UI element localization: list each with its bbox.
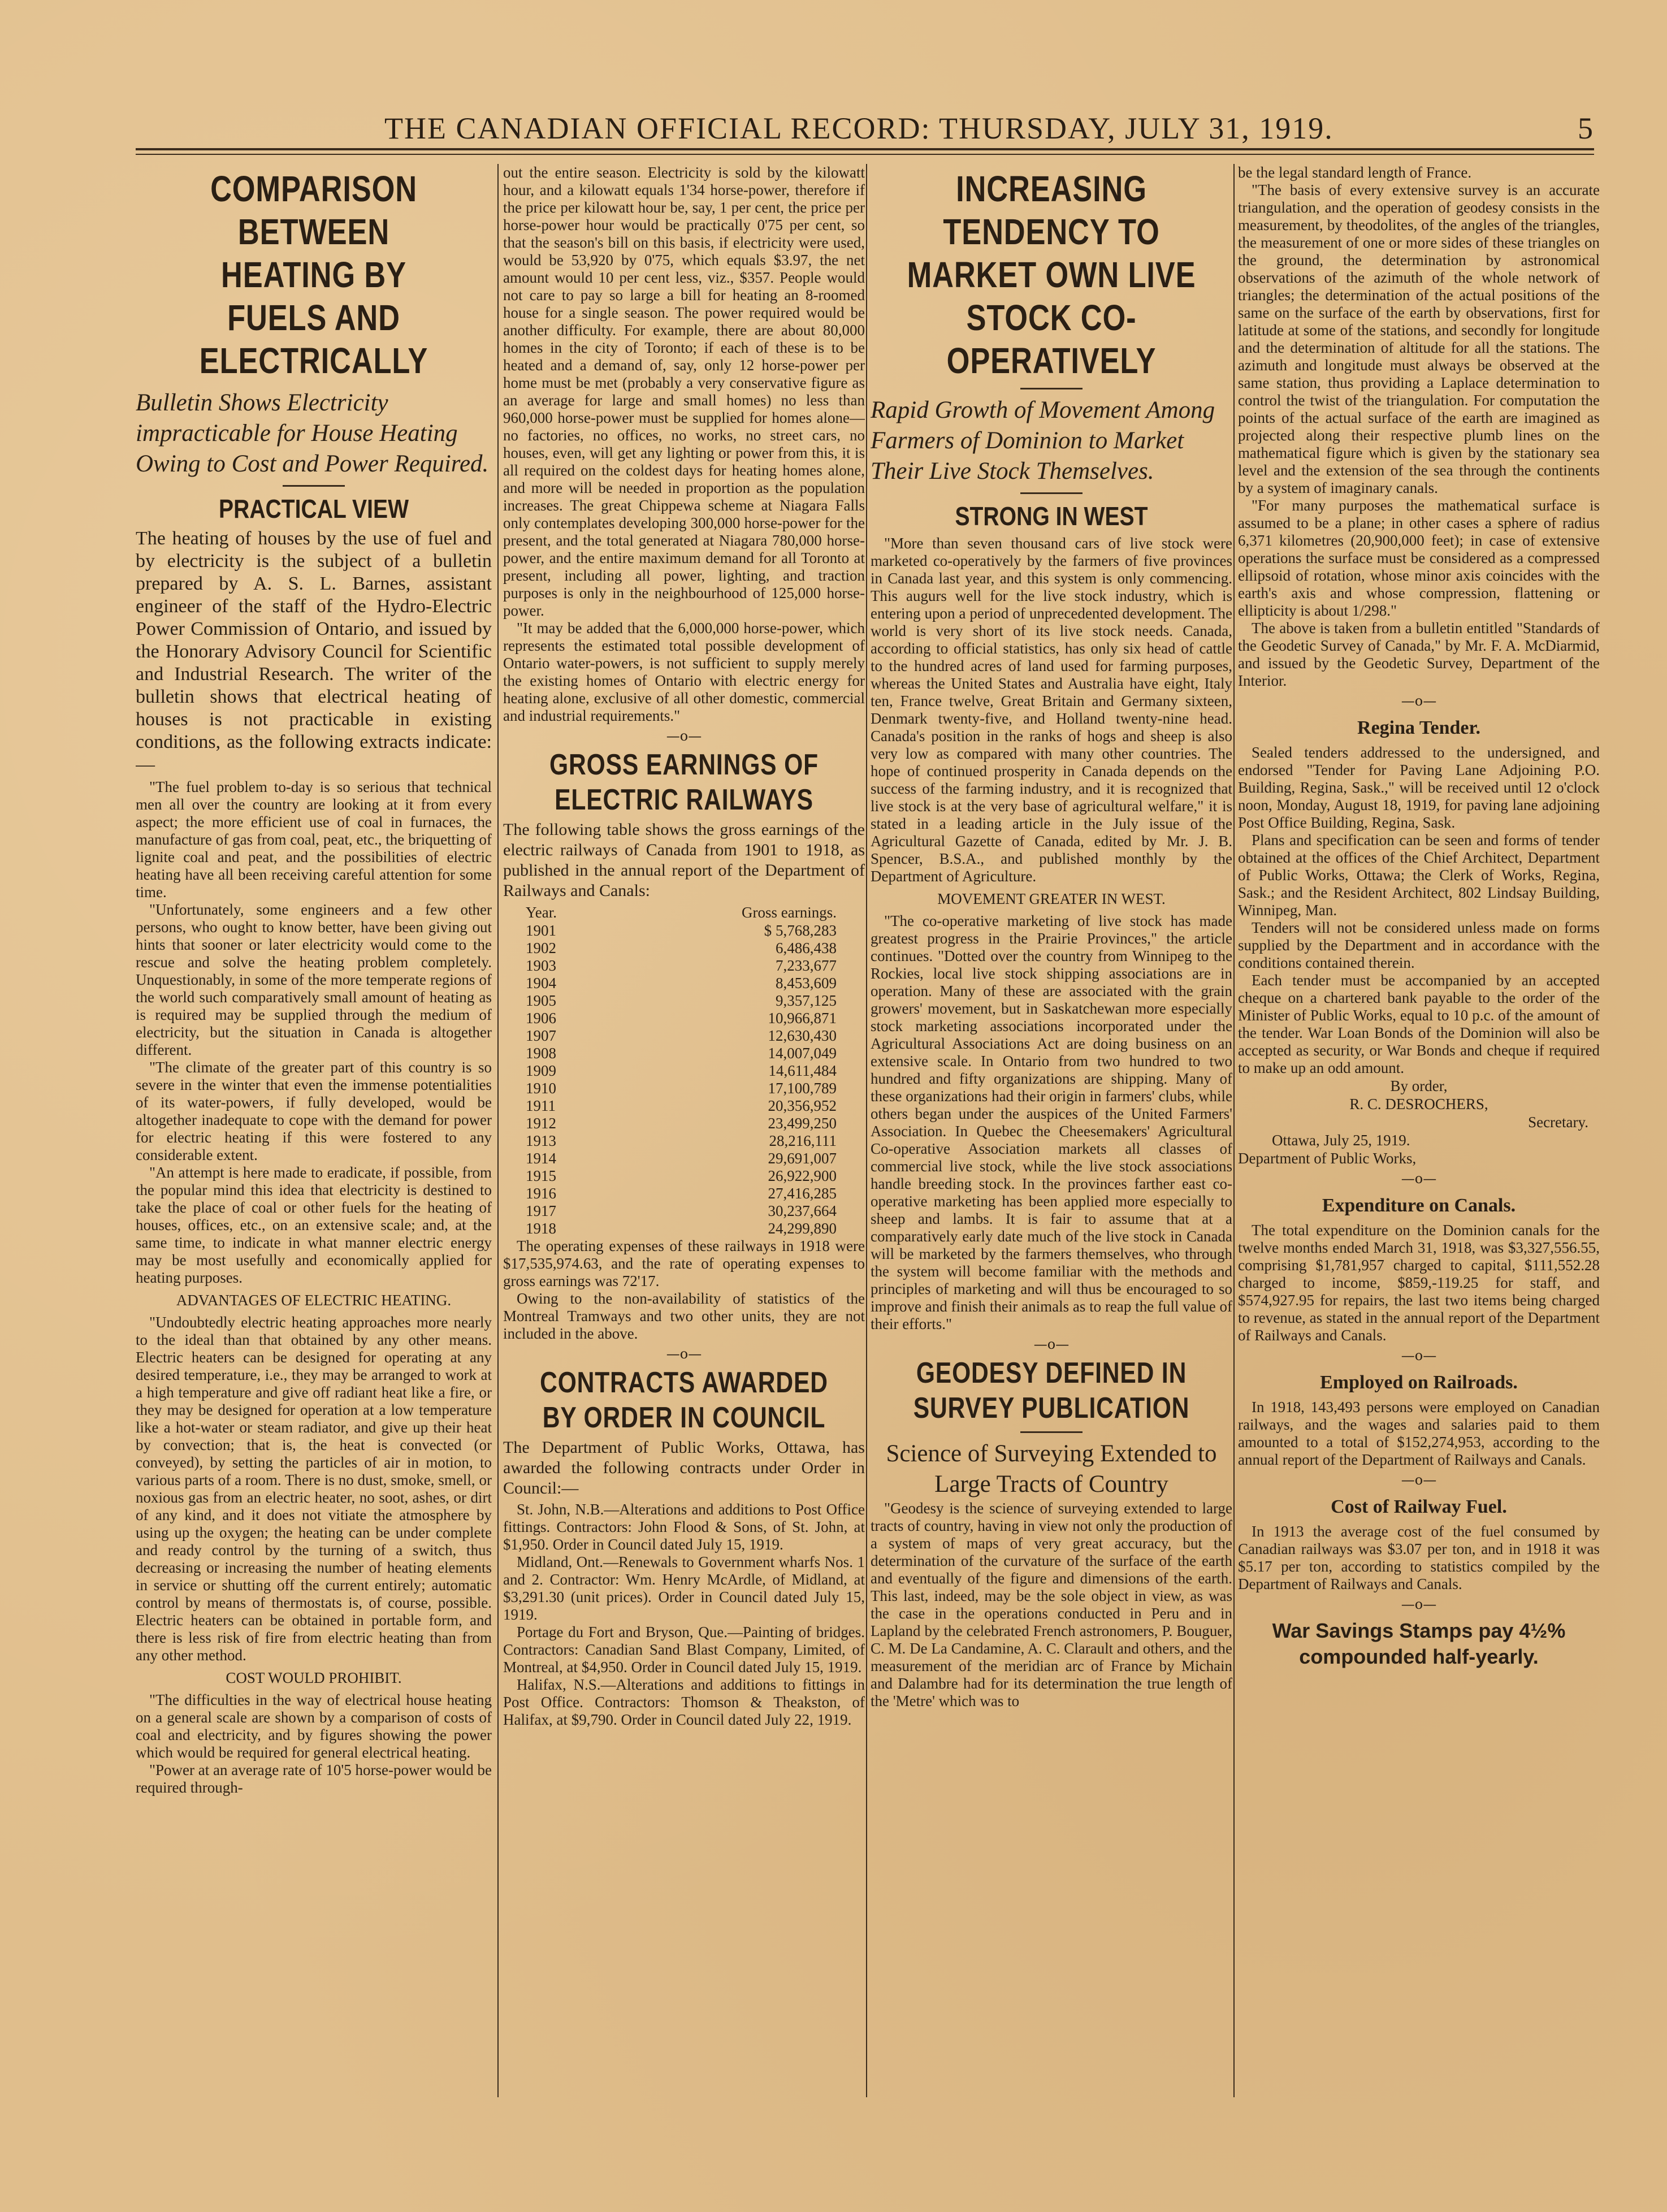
year-cell: 1906: [526, 1010, 556, 1027]
place-date: Ottawa, July 25, 1919.: [1272, 1132, 1410, 1149]
year-cell: 1910: [526, 1080, 556, 1097]
earnings-cell: 29,691,007: [768, 1150, 837, 1167]
paragraph: "It may be added that the 6,000,000 horse-power, which represents the estimated total possible development of Ontario water-powers, is not sufficient to supply merely the existing homes of Ontario with electric energy for heating alone, exclusive of all other domestic, commercial and industrial requirements.": [503, 620, 865, 724]
year-cell: 1907: [526, 1027, 556, 1044]
table-row: [503, 1010, 865, 1027]
masthead: [136, 106, 1594, 151]
year-cell: 1903: [526, 957, 556, 974]
separator: —o—: [666, 728, 702, 744]
paragraph: "More than seven thousand cars of live stock were marketed co-operatively by the farmers of five provinces in Canada last year, and this system is only commencing. This augurs well for the live stock industry, which is entering upon a period of unprecedented development. The world is very short of its live stock needs. Canada, according to official statistics, has only six head of cattle to the hundred acres of land used for farming purposes, whereas the United States and Australia have eight, Italy ten, France twelve, Great Britain and Germany sixteen, Denmark twenty-five, and Holland twenty-nine head. Canada's position in the ranks of hogs and sheep is also very low as compared with many other countries. The hope of continued prosperity in Canada depends on the success of the farming industry, and it is recognized that live stock is at the very base of agricultural welfare," it is stated in a leading article in the July issue of the Agricultural Gazette of Canada, edited by Mr. J. B. Spencer, B.S.A., and published monthly by the Department of Agriculture.: [871, 535, 1232, 885]
table-row: [503, 957, 865, 975]
separator: —o—: [666, 1346, 702, 1362]
paragraph: "Geodesy is the science of surveying extended to large tracts of country, having in view not only the production of a system of maps of very great accuracy, but the determination of the curvature of the surface of the earth and eventually of the figure and dimensions of the earth. This last, indeed, may be the sole object in view, as was the case in the operations conducted in Peru and in Lapland by the celebrated French astronomers, P. Bouguer, C. M. De La Candamine, A. C. Clarault and others, and the measurement of the meridian arc of France by Michain and Dalambre had for its determination the true length of the 'Metre' which was to: [871, 1500, 1232, 1709]
headline-livestock: INCREASING TENDENCY TO MARKET OWN LIVE STOCK CO-OPERATIVELY: [907, 168, 1196, 381]
table-row: [503, 1080, 865, 1097]
earnings-cell: 14,611,484: [768, 1062, 837, 1079]
table-row: [503, 975, 865, 992]
earnings-cell: 26,922,900: [768, 1167, 837, 1184]
table-row: [503, 1062, 865, 1080]
column-4: [1238, 164, 1600, 2097]
masthead-title: THE CANADIAN OFFICIAL RECORD: THURSDAY, JULY 31, 1919.: [384, 111, 1333, 145]
table-row: [503, 1115, 865, 1132]
column-1: [136, 164, 492, 2097]
table-row: [503, 1202, 865, 1220]
paragraph: "The difficulties in the way of electrical house heating on a general scale are shown by a comparison of costs of coal and electricity, and by figures showing the power which would be required for general electrical heating.: [136, 1691, 492, 1761]
year-cell: 1909: [526, 1062, 556, 1079]
headline-geodesy: GEODESY DEFINED IN SURVEY PUBLICATION: [913, 1357, 1190, 1425]
department: Department of Public Works,: [1238, 1150, 1417, 1167]
signatory: R. C. DESROCHERS,: [1349, 1096, 1488, 1113]
separator: —o—: [1401, 693, 1437, 709]
lead-paragraph: The Department of Public Works, Ottawa, has awarded the following contracts under Order in Council:—: [503, 1438, 865, 1497]
table-row: [503, 940, 865, 957]
column-header: Year.: [526, 904, 557, 921]
year-cell: 1908: [526, 1045, 556, 1062]
column-header: Gross earnings.: [742, 904, 837, 921]
year-cell: 1918: [526, 1220, 556, 1237]
table-row: [503, 992, 865, 1010]
earnings-cell: 9,357,125: [776, 992, 837, 1009]
column-divider: [1233, 164, 1235, 2097]
paragraph: The above is taken from a bulletin entitled "Standards of the Geodetic Survey of Canada," by Mr. F. A. McDiarmid, and issued by the Geodetic Survey, Department of the Interior.: [1238, 620, 1600, 689]
headline-employed: Employed on Railroads.: [1320, 1372, 1518, 1393]
year-cell: 1912: [526, 1115, 556, 1132]
paragraph: "The climate of the greater part of this country is so severe in the winter that even the immense potentialities of its water-powers, if fully developed, would be altogether inadequate to cope with the demand for power for electric heating if this were fostered to any considerable extent.: [136, 1059, 492, 1163]
earnings-cell: 12,630,430: [768, 1027, 837, 1044]
table-row: [503, 1027, 865, 1045]
short-rule: [1020, 1431, 1083, 1433]
paragraph: The operating expenses of these railways in 1918 were $17,535,974.63, and the rate of operating expenses to gross earnings was 72'17.: [503, 1237, 865, 1289]
table-row: [503, 1132, 865, 1150]
earnings-cell: 7,233,677: [776, 957, 837, 974]
column-divider: [497, 164, 499, 2097]
table-row: [503, 922, 865, 940]
paragraph: "Unfortunately, some engineers and a few other persons, who ought to know better, have been giving out hints that sooner or later electricity would come to the rescue and solve the heating problem completely. Unquestionably, in some of the more temperate regions of the world such comparatively small amount of heating as is required may be supplied through the medium of electricity, but the situation in Canada is altogether different.: [136, 901, 492, 1058]
column-2: [503, 164, 865, 2097]
separator: —o—: [1401, 1596, 1437, 1612]
subhead-practical-view: PRACTICAL VIEW: [219, 494, 409, 523]
earnings-table-body: [503, 922, 865, 1237]
deck-heating: Bulletin Shows Electricity impracticable for House Heating Owing to Cost and Power Required.: [136, 389, 489, 477]
earnings-cell: 20,356,952: [768, 1097, 837, 1114]
paragraph: "The co-operative marketing of live stock has made greatest progress in the Prairie Provinces," the article continues. "Dotted over the country from Winnipeg to the Rockies, local live stock shipping associations are in operation. Many of these are associated with the grain growers' movement, but in Saskatchewan more especially stock marketing associations incorporated under the Agricultural Associations Act are doing business on an extensive scale. In Ontario from two hundred to two hundred and fifty organizations are shipping. Many of these organizations had their origin in farmers' clubs, while others began under the auspices of the United Farmers' Association. In Quebec the Cheesemakers' Agricultural Co-operative Association markets all classes of commercial live stock, while the live stock associations handle breeding stock. In the provinces farther east co-operative marketing has been applied more especially to sheep and lambs. It is fair to assume that at a comparatively early date much of the live stock in Canada will be marketed by the farmers themselves, who through the system will become familiar with the methods and principles of marketing and will thus be encouraged to so improve and finish their animals as to reap the full value of their efforts.": [871, 912, 1232, 1332]
paragraph: "The basis of every extensive survey is an accurate triangulation, and the operation of geodesy consists in the measurement, by theodolites, of the angles of the triangles, the measurement of one or more sides of these triangles on the ground, the determination by astronomical observations of the azimuth of the whole network of triangles; the determination of the actual positions of the same on the surface of the earth by observations, first for latitude at some of the stations, and secondly for longitude and the determination of altitude for all the stations. The azimuth and longitude must always be observed at the same station, thus providing a Laplace determination to control the twist of the triangulation. For computation the points of the actual surface of the earth are imagined as projected along their respective plumb lines on the mathematical figure which is given by the stationary sea level and the extension of the sea through the continents by a system of imaginary canals.: [1238, 181, 1600, 496]
year-cell: 1902: [526, 940, 556, 956]
year-cell: 1913: [526, 1132, 556, 1149]
deck-geodesy: Science of Surveying Extended to Large Tracts of Country: [886, 1440, 1217, 1497]
paragraph: In 1918, 143,493 persons were employed on Canadian railways, and the wages and salaries paid to them amounted to a total of $152,274,953, according to the annual report of the Department of Railways and Canals.: [1238, 1399, 1600, 1468]
paragraph: "The fuel problem to-day is so serious that technical men all over the country are looking at it from every aspect; the more efficient use of coal in furnaces, the manufacture of gas from coal, peat, etc., the briquetting of lignite coal and peat, and the possibilities of electric heating have all been receiving careful attention for some time.: [136, 778, 492, 901]
paragraph: Portage du Fort and Bryson, Que.—Painting of bridges. Contractors: Canadian Sand Blast Company, Limited, of Montreal, at $4,950. Order in Council dated July 15, 1919.: [503, 1624, 865, 1676]
earnings-table: [503, 903, 865, 1237]
table-row: [503, 1220, 865, 1237]
year-cell: 1905: [526, 992, 556, 1009]
headline-earnings: GROSS EARNINGS OF ELECTRIC RAILWAYS: [549, 748, 819, 816]
earnings-cell: 17,100,789: [768, 1080, 837, 1097]
table-row: [503, 1045, 865, 1062]
column-3: [871, 164, 1232, 2097]
masthead-rule: [136, 148, 1594, 150]
year-cell: 1911: [526, 1097, 556, 1114]
headline-fuel: Cost of Railway Fuel.: [1331, 1496, 1507, 1517]
paragraph: "For many purposes the mathematical surface is assumed to be a plane; in other cases a sphere of radius 6,371 kilometres (20,900,000 feet); in case of extensive operations the surface must be considered as a compressed ellipsoid of rotation, whose minor axis coincides with the earth's axis and whose compression, flattening or ellipticity is about 1/298.": [1238, 497, 1600, 619]
table-row: [503, 1167, 865, 1185]
paragraph: Plans and specification can be seen and forms of tender obtained at the offices of the Chief Architect, Department of Public Works, Ottawa; the Clerk of Works, Regina, Sask.; and the Resident Architect, 802 Lindsay Building, Winnipeg, Man.: [1238, 832, 1600, 919]
paragraph: out the entire season. Electricity is sold by the kilowatt hour, and a kilowatt equals 1'34 horse-power, therefore if the price per kilowatt hour be, say, 1 per cent, the price per horse-power hour would be practically 0'75 per cent, so that the season's bill on this basis, if electricity were used, would be 53,920 by 0'75, which equals $3.97, the net amount would 10 per cent less, viz., $357. People would not care to pay so large a bill for heating an 8-roomed house for a single season. The power required would be another difficulty. For example, there are about 80,000 homes in the city of Toronto; if each of these is to be heated and a demand of, say, only 12 horse-power per home must be met (probably a very conservative figure as an average for large and small homes) no less than 960,000 horse-power must be supplied for homes alone—no factories, no offices, no works, no street cars, no houses, even, will get any lighting or power from this, it is all required on the coldest days for heating homes alone, and more will be needed in proportion as the population increases. The great Chippewa scheme at Niagara Falls only contemplates developing 300,000 horse-power for the present, and the total generated at Niagara 780,000 horse-power, and the entire maximum demand for all Toronto at present, including all power, lighting, and traction purposes is only in the neighbourhood of 125,000 horse-power.: [503, 164, 865, 619]
paragraph: "Undoubtedly electric heating approaches more nearly to the ideal than that obtained by any other means. Electric heaters can be designed for operating at any desired temperature, i.e., they may be arranged to work at a high temperature and give off radiant heat like a fire, or they may be designed for operation at a low temperature like a hot-water or steam radiator, and give up their heat by convection; that is, the heat is convected (or conveyed), by setting the particles of air in motion, to various parts of a room. There is no dust, smoke, smell, or noxious gas from an electric heater, no soot, ashes, or dirt of any kind, and it does not vitiate the atmosphere by using up the oxygen; the heating can be under complete and ready control by the turning of a switch, thus decreasing or increasing the number of heating elements in service or shutting off the current entirely; automatic control by means of thermostats is, of course, possible. Electric heaters can be obtained in portable form, and there is less risk of fire from electric heating than from any other method.: [136, 1314, 492, 1664]
earnings-cell: $ 5,768,283: [764, 922, 837, 939]
separator: —o—: [1401, 1348, 1437, 1363]
earnings-cell: 10,966,871: [768, 1010, 837, 1027]
paragraph: Midland, Ont.—Renewals to Government wharfs Nos. 1 and 2. Contractor: Wm. Henry McArdle, of Midland, at $3,291.30 (unit prices). Order in Council dated July 15, 1919.: [503, 1553, 865, 1623]
table-header-row: [503, 903, 865, 922]
short-rule: [283, 485, 345, 487]
paragraph: Tenders will not be considered unless made on forms supplied by the Department and in accordance with the conditions contained therein.: [1238, 919, 1600, 971]
earnings-cell: 8,453,609: [776, 975, 837, 992]
subhead-movement: MOVEMENT GREATER IN WEST.: [937, 890, 1166, 907]
subhead-strong-in-west: STRONG IN WEST: [955, 501, 1148, 531]
page-number: 5: [1578, 111, 1594, 145]
war-savings-ad: War Savings Stamps pay 4½% compounded half-yearly.: [1272, 1619, 1566, 1668]
headline-regina: Regina Tender.: [1357, 717, 1480, 738]
masthead-rule-thin: [136, 154, 1594, 155]
paragraph: Halifax, N.S.—Alterations and additions to fittings in Post Office. Contractors: Thomson & Theakston, of Halifax, at $9,790. Order in Council dated July 22, 1919.: [503, 1676, 865, 1728]
subhead-cost: COST WOULD PROHIBIT.: [226, 1669, 402, 1686]
paragraph: "An attempt is here made to eradicate, if possible, from the popular mind this idea that electricity is destined to take the place of coal or other fuels for the heating of houses, offices, etc., on an extensive scale; and, at the same time, to indicate in what manner electric energy may be most usefully and economically applied for heating purposes.: [136, 1164, 492, 1286]
table-row: [503, 1097, 865, 1115]
lead-paragraph: The following table shows the gross earnings of the electric railways of Canada from 1901 to 1918, as published in the annual report of the Department of Railways and Canals:: [503, 820, 865, 900]
headline-canals: Expenditure on Canals.: [1322, 1195, 1516, 1216]
deck-livestock: Rapid Growth of Movement Among Farmers of Dominion to Market Their Live Stock Themselves.: [871, 397, 1215, 484]
by-order: By order,: [1390, 1077, 1448, 1094]
headline-contracts: CONTRACTS AWARDED BY ORDER IN COUNCIL: [540, 1366, 828, 1434]
year-cell: 1916: [526, 1185, 556, 1202]
lead-paragraph: The heating of houses by the use of fuel and by electricity is the subject of a bulletin prepared by A. S. L. Barnes, assistant engineer of the staff of the Hydro-Electric Power Commission of Ontario, and issued by the Honorary Advisory Council for Scientific and Industrial Research. The writer of the bulletin shows that electrical heating of houses is not practicable in existing conditions, as the following extracts indicate:—: [136, 528, 492, 775]
year-cell: 1917: [526, 1202, 556, 1219]
year-cell: 1904: [526, 975, 556, 992]
earnings-cell: 6,486,438: [776, 940, 837, 956]
table-row: [503, 1185, 865, 1202]
short-rule: [1020, 492, 1083, 494]
paragraph: be the legal standard length of France.: [1238, 164, 1472, 181]
year-cell: 1914: [526, 1150, 556, 1167]
separator: —o—: [1033, 1336, 1070, 1352]
paragraph: Each tender must be accompanied by an accepted cheque on a chartered bank payable to the order of the Minister of Public Works, equal to 10 p.c. of the amount of the tender. War Loan Bonds of the Dominion will also be accepted as security, or War Bonds and cheque if required to make up an odd amount.: [1238, 972, 1600, 1076]
separator: —o—: [1401, 1472, 1437, 1488]
paragraph: In 1913 the average cost of the fuel consumed by Canadian railways was $3.07 per ton, and in 1918 it was $5.17 per ton, according to statistics compiled by the Department of Railways and Canals.: [1238, 1523, 1600, 1592]
earnings-cell: 27,416,285: [768, 1185, 837, 1202]
paragraph: "Power at an average rate of 10'5 horse-power would be required through-: [136, 1761, 492, 1796]
signatory-title: Secretary.: [1528, 1114, 1588, 1131]
earnings-cell: 30,237,664: [768, 1202, 837, 1219]
short-rule: [1020, 388, 1083, 389]
headline-heating: COMPARISON BETWEEN HEATING BY FUELS AND ELECTRICALLY: [199, 168, 428, 381]
table-row: [503, 1150, 865, 1167]
year-cell: 1915: [526, 1167, 556, 1184]
earnings-cell: 14,007,049: [768, 1045, 837, 1062]
paragraph: Sealed tenders addressed to the undersigned, and endorsed "Tender for Paving Lane Adjoining P.O. Building, Regina, Sask.," will be received until 12 o'clock noon, Monday, August 18, 1919, for paving lane adjoining Post Office Building, Regina, Sask.: [1238, 744, 1600, 831]
subhead-advantages: ADVANTAGES OF ELECTRIC HEATING.: [176, 1292, 452, 1309]
paragraph: The total expenditure on the Dominion canals for the twelve months ended March 31, 1918, was $3,327,556.55, comprising $1,781,957 charged to capital, $111,552.28 charged to income, $859,-119.25 for staff, and $574,927.95 for repairs, the last two items being charged to revenue, as stated in the annual report of the Department of Railways and Canals.: [1238, 1222, 1600, 1344]
earnings-cell: 28,216,111: [769, 1132, 837, 1149]
column-divider: [866, 164, 867, 2097]
separator: —o—: [1401, 1171, 1437, 1187]
earnings-cell: 24,299,890: [768, 1220, 837, 1237]
paragraph: St. John, N.B.—Alterations and additions to Post Office fittings. Contractors: John Flood & Sons, of St. John, at $1,950. Order in Council dated July 15, 1919.: [503, 1501, 865, 1553]
paragraph: Owing to the non-availability of statistics of the Montreal Tramways and two other units, they are not included in the above.: [503, 1290, 865, 1342]
year-cell: 1901: [526, 922, 556, 939]
earnings-cell: 23,499,250: [768, 1115, 837, 1132]
